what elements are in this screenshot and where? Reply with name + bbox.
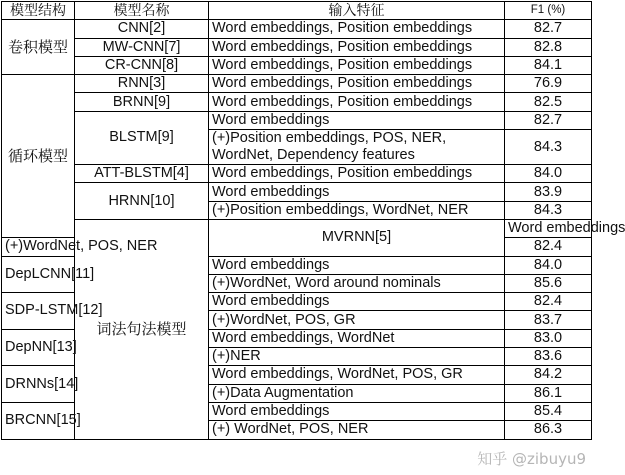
feature-cell: (+) WordNet, POS, NER xyxy=(209,421,505,439)
feature-cell: Word embeddings, Position embeddings xyxy=(209,75,505,93)
feature-cell: (+)NER xyxy=(209,348,505,366)
watermark: 知乎 @zibuyu9 xyxy=(477,450,586,468)
feature-cell: Word embeddings xyxy=(209,293,505,311)
model-name: MW-CNN[7] xyxy=(75,38,209,56)
feature-cell: Word embeddings, Position embeddings xyxy=(209,165,505,183)
f1-value: 82.7 xyxy=(505,20,592,38)
model-name: ATT-BLSTM[4] xyxy=(75,165,209,183)
f1-value: 84.2 xyxy=(505,366,592,384)
f1-value: 83.9 xyxy=(505,183,592,201)
f1-value: 84.0 xyxy=(505,256,592,274)
f1-value: 84.3 xyxy=(505,130,592,165)
model-name: DepNN[13] xyxy=(2,329,75,366)
table-row xyxy=(2,20,592,38)
table-row xyxy=(2,165,592,183)
feature-cell: (+)WordNet, POS, NER xyxy=(2,238,75,256)
feature-cell: Word embeddings, Position embeddings xyxy=(209,20,505,38)
model-name: BRNN[9] xyxy=(75,93,209,111)
table-row xyxy=(2,111,592,129)
feature-cell: Word embeddings xyxy=(209,111,505,129)
f1-value: 84.0 xyxy=(505,165,592,183)
header-model: 模型名称 xyxy=(75,2,209,20)
table-row xyxy=(2,56,592,74)
feature-cell: Word embeddings xyxy=(505,219,592,237)
model-name: RNN[3] xyxy=(75,75,209,93)
feature-cell: Word embeddings xyxy=(209,256,505,274)
feature-cell: Word embeddings, WordNet xyxy=(209,329,505,347)
table-row xyxy=(2,183,592,201)
f1-value: 76.9 xyxy=(505,75,592,93)
f1-value: 82.5 xyxy=(505,93,592,111)
feature-cell: (+)Data Augmentation xyxy=(209,384,505,402)
f1-value: 84.3 xyxy=(505,201,592,219)
feature-cell: Word embeddings, WordNet, POS, GR xyxy=(209,366,505,384)
feature-cell: (+)WordNet, POS, GR xyxy=(209,311,505,329)
category-cell: 词法句法模型 xyxy=(75,219,209,439)
feature-cell: (+)Position embeddings, POS, NER, WordNet, Dependency features xyxy=(209,130,505,165)
header-row xyxy=(2,2,592,20)
f1-value: 83.6 xyxy=(505,348,592,366)
category-cell: 卷积模型 xyxy=(2,20,75,75)
model-name: CR-CNN[8] xyxy=(75,56,209,74)
feature-cell: Word embeddings, Position embeddings xyxy=(209,56,505,74)
feature-cell: (+)Position embeddings, WordNet, NER xyxy=(209,201,505,219)
f1-value: 86.1 xyxy=(505,384,592,402)
f1-value: 82.4 xyxy=(505,238,592,256)
f1-value: 82.4 xyxy=(505,293,592,311)
f1-value: 82.8 xyxy=(505,38,592,56)
header-f1: F1 (%) xyxy=(505,2,592,20)
model-name: CNN[2] xyxy=(75,20,209,38)
model-name: DepLCNN[11] xyxy=(2,256,75,293)
category-cell: 循环模型 xyxy=(2,75,75,238)
table-row xyxy=(2,219,592,237)
table-row xyxy=(2,93,592,111)
model-name: BRCNN[15] xyxy=(2,402,75,439)
model-name: DRNNs[14] xyxy=(2,366,75,403)
f1-value: 82.7 xyxy=(505,111,592,129)
feature-cell: Word embeddings, Position embeddings xyxy=(209,38,505,56)
model-name: MVRNN[5] xyxy=(209,219,505,256)
feature-cell: Word embeddings xyxy=(209,402,505,420)
feature-cell: (+)WordNet, Word around nominals xyxy=(209,274,505,292)
header-category: 模型结构 xyxy=(2,2,75,20)
table-row xyxy=(2,75,592,93)
f1-value: 85.6 xyxy=(505,274,592,292)
table-row xyxy=(2,38,592,56)
f1-value: 85.4 xyxy=(505,402,592,420)
model-name: SDP-LSTM[12] xyxy=(2,293,75,330)
f1-value: 84.1 xyxy=(505,56,592,74)
f1-value: 86.3 xyxy=(505,421,592,439)
header-features: 输入特征 xyxy=(209,2,505,20)
results-table xyxy=(1,1,625,440)
feature-cell: Word embeddings, Position embeddings xyxy=(209,93,505,111)
feature-cell: Word embeddings xyxy=(209,183,505,201)
f1-value: 83.0 xyxy=(505,329,592,347)
f1-value: 83.7 xyxy=(505,311,592,329)
model-name: HRNN[10] xyxy=(75,183,209,220)
model-name: BLSTM[9] xyxy=(75,111,209,164)
